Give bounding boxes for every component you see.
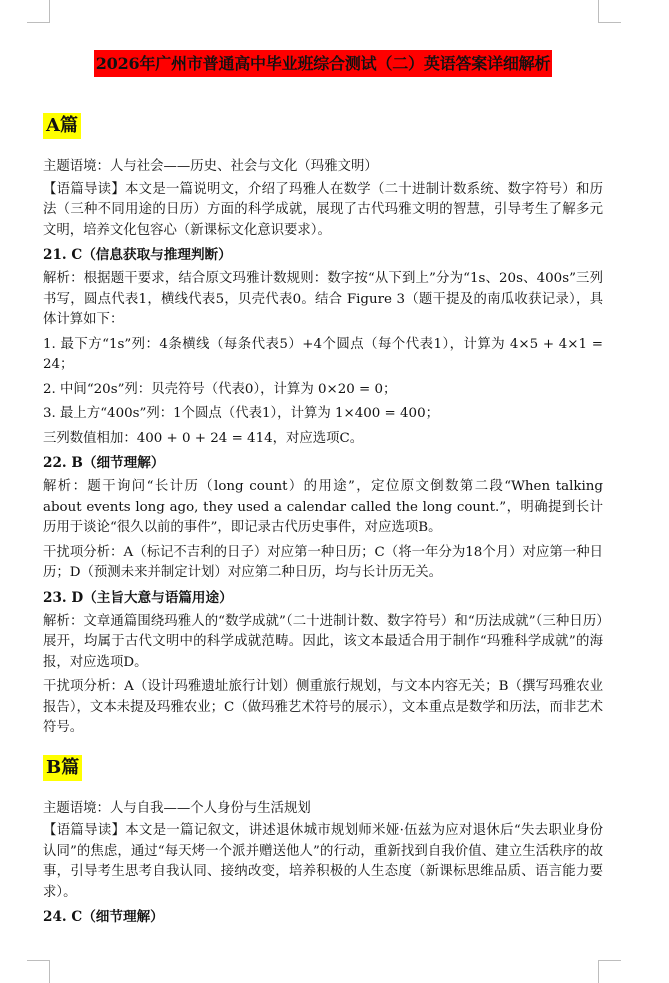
crop-mark-bottom-left: [27, 960, 50, 983]
q21-step-3: 3. 最上方“400s”列：1个圆点（代表1），计算为 1×400 = 400；: [43, 406, 439, 421]
title-wrap: [43, 50, 603, 77]
document-page: [43, 50, 603, 931]
q21-analysis: 解析：根据题干要求，结合原文玛雅计数规则：数字按“从下到上”分为“1s、20s、400s”三列书写，圆点代表1，横线代表5，贝壳代表0。结合 Figure 3（题干提及的南瓜收获记录），具体计算如下：: [43, 271, 603, 327]
section-b-intro: 【语篇导读】本文是一篇记叙文，讲述退休城市规划师米娅·伍兹为应对退休后“失去职业身份认同”的焦虑，通过“每天烤一个派并赠送他人”的行动，重新找到自我价值、建立生活秩序的故事，引导考生思考自我认同、接纳改变，培养积极的人生态度（新课标思维品质、语言能力要求）。: [43, 823, 603, 900]
q22-analysis: 解析：题干询问“长计历（long count）的用途”，定位原文倒数第二段“When talking about events long ago, they used a calendar called the long count.”，明确提到长计历用于谈论“很久以前的事件”，即记录古代历史事件，对应选项B。: [43, 479, 603, 535]
q21-sum: 三列数值相加：400 + 0 + 24 = 414，对应选项C。: [43, 430, 364, 446]
section-a-intro: 【语篇导读】本文是一篇说明文，介绍了玛雅人在数学（二十进制计数系统、数字符号）和历法（三种不同用途的日历）方面的科学成就，展现了古代玛雅文明的智慧，引导考生了解多元文明，培养文化包容心（新课标文化意识要求）。: [43, 181, 603, 238]
section-a: [43, 113, 603, 739]
section-b-topic: 主题语境：人与自我——个人身份与生活规划: [43, 800, 311, 816]
section-b-heading: B篇: [43, 755, 82, 781]
q23-heading: 23. D（主旨大意与语篇用途）: [43, 589, 233, 606]
q23-analysis: 解析：文章通篇围绕玛雅人的“数学成就”（二十进制计数、数字符号）和“历法成就”（三种日历）展开，均属于古代文明中的科学成就范畴。因此，该文本最适合用于制作“玛雅科学成就”的海报，对应选项D。: [43, 613, 603, 670]
crop-mark-bottom-right: [598, 960, 621, 983]
crop-mark-top-left: [27, 0, 50, 23]
q21-heading: 21. C（信息获取与推理判断）: [43, 247, 232, 263]
q22-distractors: 干扰项分析：A（标记不吉利的日子）对应第一种日历；C（将一年分为18个月）对应第一种日历；D（预测未来并制定计划）对应第二种日历，均与长计历无关。: [43, 544, 603, 580]
q23-distractors: 干扰项分析：A（设计玛雅遗址旅行计划）侧重旅行规划，与文本内容无关；B（撰写玛雅农业报告），文本未提及玛雅农业；C（做玛雅艺术符号的展示），文本重点是数学和历法，而非艺术符号。: [43, 679, 603, 735]
q21-step-2: 2. 中间“20s”列：贝壳符号（代表0），计算为 0×20 = 0；: [43, 381, 397, 397]
q24-heading: 24. C（细节理解）: [43, 909, 164, 925]
q21-step-1: 1. 最下方“1s”列：4条横线（每条代表5）+4个圆点（每个代表1），计算为 4×5 + 4×1 = 24；: [43, 336, 603, 372]
q22-heading: 22. B（细节理解）: [43, 455, 165, 471]
document-title: 2026年广州市普通高中毕业班综合测试（二）英语答案详细解析: [94, 50, 553, 77]
crop-mark-top-right: [598, 0, 621, 23]
section-a-heading: A篇: [43, 113, 81, 139]
section-b: [43, 743, 603, 928]
section-a-topic: 主题语境：人与社会——历史、社会与文化（玛雅文明）: [43, 159, 378, 174]
